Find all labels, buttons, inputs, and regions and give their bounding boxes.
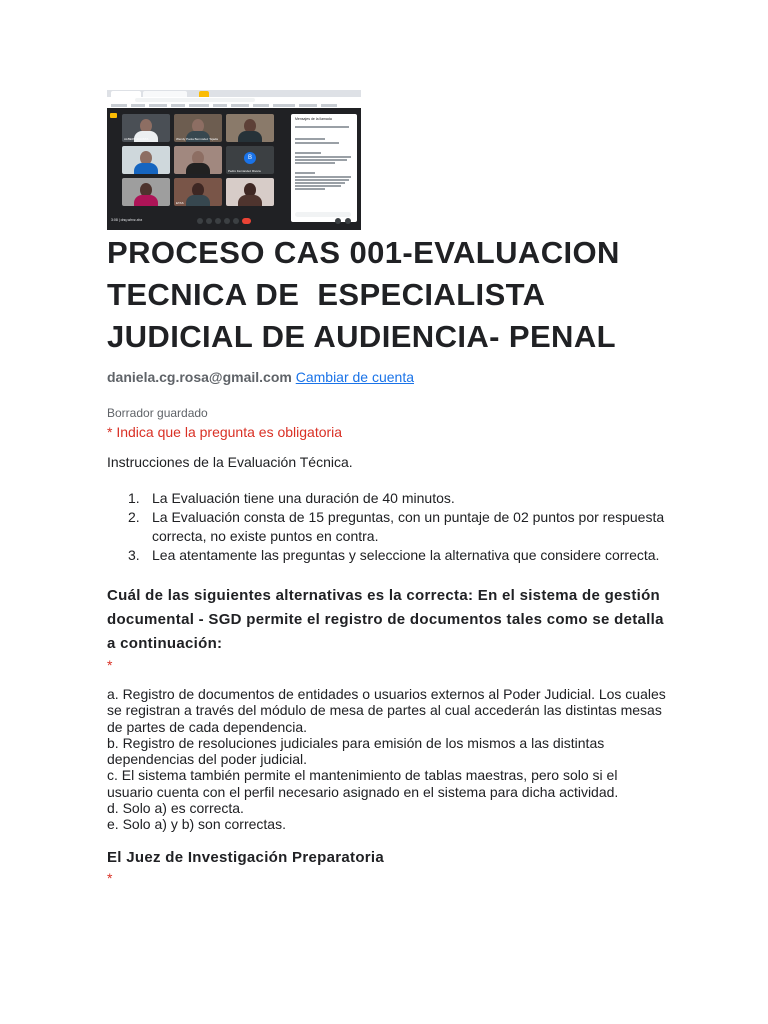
form-title: PROCESO CAS 001-EVALUACION TECNICA DE ESPECIALISTA JUDICIAL DE AUDIENCIA- PENAL	[107, 235, 620, 354]
present-icon	[224, 218, 230, 224]
participant-tile	[122, 146, 170, 174]
people-icon	[335, 218, 341, 224]
participant-tile: ETAS	[174, 178, 222, 206]
list-item: 2. La Evaluación consta de 15 preguntas, con un puntaje de 02 puntos por respuesta correcta, no existe puntos en contra.	[128, 509, 665, 544]
required-note: * Indica que la pregunta es obligatoria	[107, 424, 343, 440]
account-email: daniela.cg.rosa@gmail.com	[107, 369, 292, 385]
mic-icon	[197, 218, 203, 224]
chat-input	[295, 212, 351, 217]
option-text: b. Registro de resoluciones judiciales para emisión de los mismos a las distintas dependencias del poder judicial.	[107, 734, 605, 768]
participant-tile	[122, 178, 170, 206]
participant-tile	[174, 146, 222, 174]
participant-tile: B Pedro Fernández Rivera	[226, 146, 274, 174]
participant-avatar: B	[244, 152, 256, 164]
option-text: d. Solo a) es correcta.	[107, 800, 244, 817]
captions-icon	[215, 218, 221, 224]
participant-tile: Wendy Paola Bermúdez Tejada	[174, 114, 222, 142]
meet-logo-icon	[110, 113, 117, 118]
required-asterisk: *	[107, 657, 113, 673]
draft-saved-status: Borrador guardado	[107, 406, 208, 420]
chat-icon	[345, 218, 351, 224]
instructions-list	[107, 489, 667, 565]
participant-tile	[226, 178, 274, 206]
more-options-icon	[233, 218, 239, 224]
meeting-clock: 3:08 | dnq-whvz-xbz	[111, 218, 143, 222]
participant-tile	[226, 114, 274, 142]
participant-tile: ALBERT ACOSTA	[122, 114, 170, 142]
instructions-title: Instrucciones de la Evaluación Técnica.	[107, 454, 353, 470]
question-title: Cuál de las siguientes alternativas es la correcta: En el sistema de gestión documental - SGD permite el registro de documentos tales como se detalla a continuación:	[107, 587, 664, 652]
account-line	[107, 369, 414, 385]
meeting-chat-panel: Mensajes de la llamada	[291, 114, 357, 222]
camera-icon	[206, 218, 212, 224]
list-item: 1. La Evaluación tiene una duración de 40 minutos.	[128, 490, 455, 506]
browser-tab-strip	[107, 90, 361, 97]
option-text: a. Registro de documentos de entidades o usuarios externos al Poder Judicial. Los cuales se registran a través del módulo de mesa de partes al cual accederán las distintas mesas de partes de cada dependencia.	[107, 686, 666, 735]
video-call-screenshot	[107, 90, 361, 230]
meeting-stage	[107, 108, 361, 230]
option-text: c. El sistema también permite el mantenimiento de tablas maestras, pero solo si el usuario cuenta con el perfil necesario asignado en el sistema para dicha actividad.	[107, 767, 619, 800]
question-options	[107, 686, 667, 833]
end-call-icon	[242, 218, 251, 224]
switch-account-link[interactable]: Cambiar de cuenta	[295, 369, 415, 385]
required-asterisk: *	[107, 870, 113, 886]
list-item: 3. Lea atentamente las preguntas y seleccione la alternativa que considere correcta.	[128, 547, 660, 563]
option-text: e. Solo a) y b) son correctas.	[107, 816, 286, 833]
question-title: El Juez de Investigación Preparatoria	[107, 849, 385, 866]
